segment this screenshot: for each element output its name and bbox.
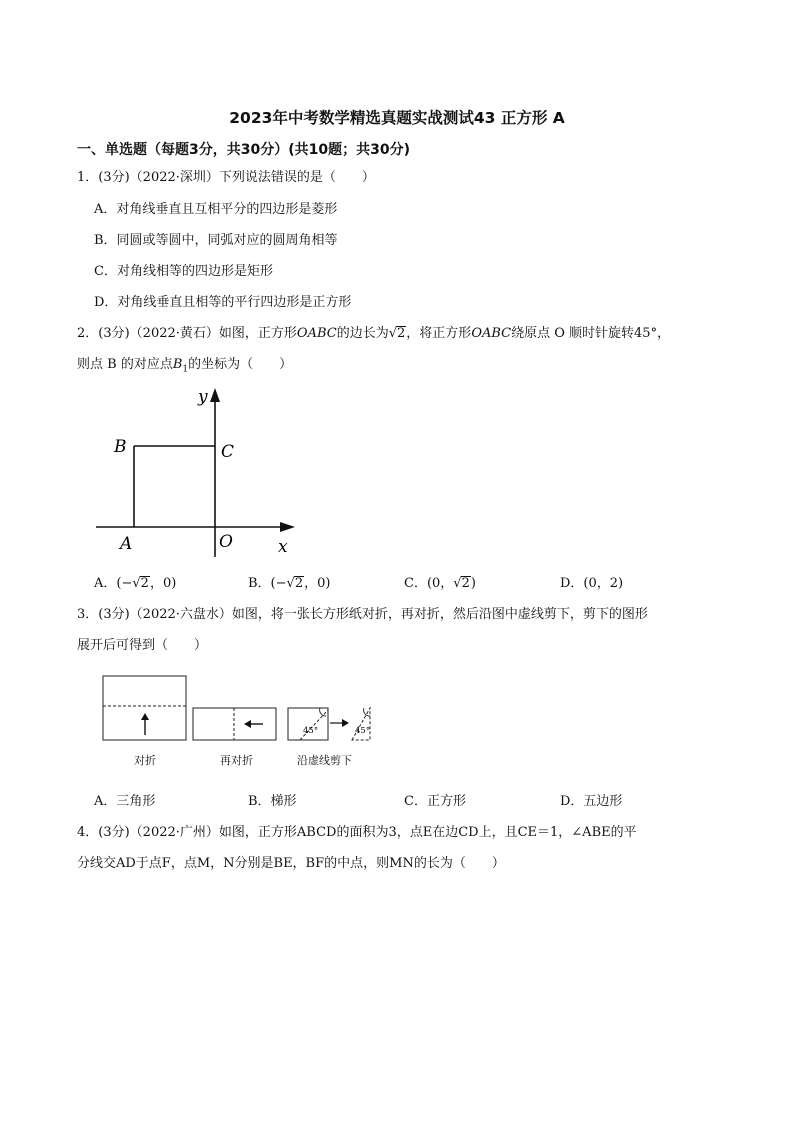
label-o: O <box>219 532 233 552</box>
choice-text: ，0) <box>149 576 177 591</box>
q4-stem-line2: 分线交AD于点F，点M，N分别是BE，BF的中点，则MN的长为（ ） <box>77 856 505 871</box>
q2-stem-line2 <box>77 353 292 375</box>
choice-text: C．(0， <box>404 576 454 591</box>
q3-stem-line1: 3．(3分)（2022·六盘水）如图，将一张长方形纸对折，再对折，然后沿图中虚线剪下，剪下的图形 <box>77 607 648 622</box>
angle-label-1: 45° <box>303 726 319 736</box>
label-a: A <box>120 534 133 554</box>
left-arrow-icon <box>244 720 251 728</box>
q1-option-c[interactable]: C．对角线相等的四边形是矩形 <box>94 264 273 279</box>
choice-radicand: 2 <box>461 576 470 591</box>
up-arrow-icon <box>141 713 149 720</box>
section-heading: 一、单选题（每题3分，共30分）(共10题；共30分) <box>77 142 410 158</box>
q2-choice-a[interactable] <box>94 572 176 591</box>
q2-oabc: OABC <box>296 326 337 341</box>
choice-text: ) <box>470 576 476 591</box>
label-c: C <box>221 442 235 462</box>
radical-sign: √ <box>453 576 462 591</box>
q2-text: 则点 B 的对应点 <box>77 357 173 372</box>
q2-choice-c[interactable] <box>404 572 476 591</box>
label-b: B <box>114 437 127 457</box>
q3-stem-line2: 展开后可得到（ ） <box>77 638 208 653</box>
x-axis-arrow-icon <box>280 522 295 532</box>
caption-cut: 沿虚线剪下 <box>297 754 352 767</box>
right-arrow-icon <box>342 719 349 727</box>
q2-figure <box>90 382 310 562</box>
q2-b1-subscript: 1 <box>182 364 189 375</box>
label-y: y <box>198 387 208 407</box>
q3-figure <box>100 673 380 745</box>
angle-label-2: 45° <box>355 726 371 736</box>
q1-stem: 1．(3分)（2022·深圳）下列说法错误的是（ ） <box>77 170 375 185</box>
q2-stem-line1 <box>77 322 670 341</box>
q4-stem-line1: 4．(3分)（2022·广州）如图，正方形ABCD的面积为3，点E在边CD上，且CE＝1，∠ABE的平 <box>77 825 637 840</box>
choice-radicand: 2 <box>294 576 304 591</box>
q2-sqrt-value: 2 <box>397 326 406 341</box>
q1-option-a[interactable]: A．对角线垂直且互相平分的四边形是菱形 <box>94 202 338 217</box>
caption-fold-again: 再对折 <box>220 754 253 767</box>
choice-radicand: 2 <box>140 576 149 591</box>
page-title: 2023年中考数学精选真题实战测试43 正方形 A <box>229 109 565 127</box>
q1-option-d[interactable]: D．对角线垂直且相等的平行四边形是正方形 <box>94 295 352 310</box>
q3-choice-c[interactable]: C．正方形 <box>404 794 466 809</box>
q2-choice-b[interactable] <box>248 572 330 591</box>
caption-fold: 对折 <box>134 754 156 767</box>
q3-choice-b[interactable]: B．梯形 <box>248 794 297 809</box>
choice-text: D．(0，2) <box>560 576 624 591</box>
radical-sign: √ <box>286 576 295 591</box>
label-x: x <box>278 537 288 557</box>
q1-option-b[interactable]: B．同圆或等圆中，同弧对应的圆周角相等 <box>94 233 338 248</box>
q2-text: 绕原点 O 顺时针旋转45°， <box>511 326 671 341</box>
radical-sign: √ <box>388 326 398 341</box>
choice-text: ，0) <box>304 576 331 591</box>
q2-text: 2．(3分)（2022·黄石）如图，正方形 <box>77 326 297 341</box>
angle-arc-1 <box>320 708 326 716</box>
q2-choice-d[interactable] <box>560 572 623 591</box>
y-axis-arrow-icon <box>210 388 220 402</box>
q2-b1: B <box>172 357 183 372</box>
choice-text: A．(− <box>94 576 133 591</box>
q2-text: 的坐标为（ ） <box>188 357 293 372</box>
q2-oabc: OABC <box>471 326 512 341</box>
q2-text: 的边长为 <box>336 326 389 341</box>
q2-text: ，将正方形 <box>406 326 472 341</box>
q3-choice-d[interactable]: D．五边形 <box>560 794 623 809</box>
radical-sign: √ <box>132 576 141 591</box>
q3-choice-a[interactable]: A．三角形 <box>94 794 156 809</box>
choice-text: B．(− <box>248 576 287 591</box>
